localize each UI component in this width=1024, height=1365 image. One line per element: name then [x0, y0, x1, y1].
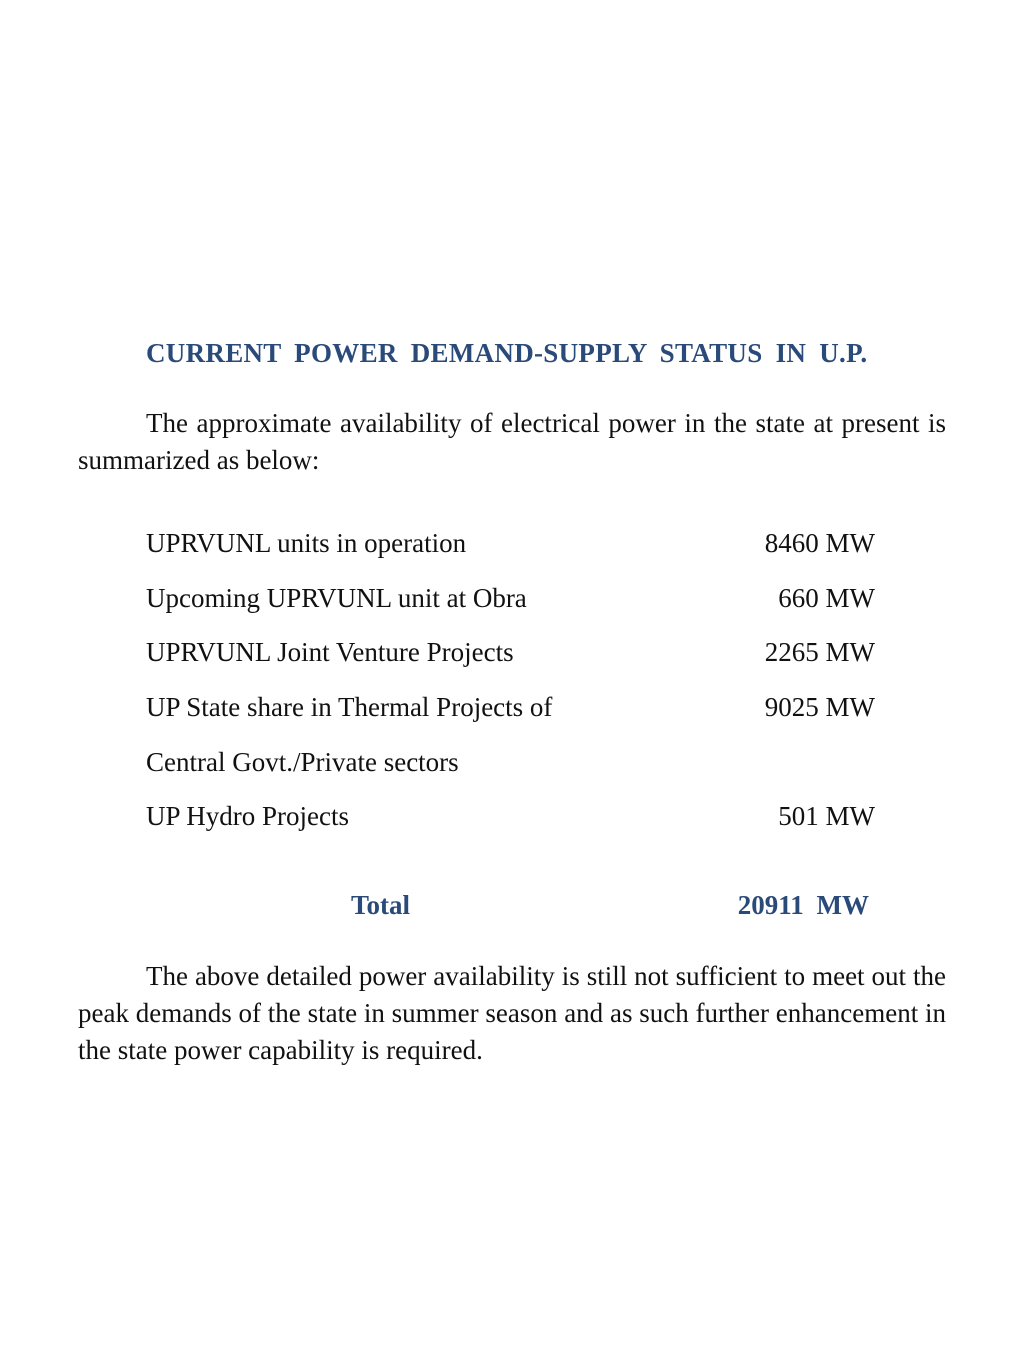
item-value: 8460 MW	[764, 528, 875, 558]
closing-paragraph: The above detailed power availability is still not sufficient to meet out the peak demands of the state in summer season and as such further enhancement in the state power capability is required.	[78, 961, 946, 1065]
item-label: UP State share in Thermal Projects of	[146, 692, 553, 722]
total-value: 20911 MW	[737, 890, 869, 920]
item-value: 2265 MW	[764, 637, 875, 667]
item-label: Upcoming UPRVUNL unit at Obra	[146, 583, 527, 613]
item-value: 660 MW	[778, 583, 875, 613]
intro-paragraph: The approximate availability of electrical power in the state at present is summarized as below:	[78, 408, 946, 475]
item-label: UP Hydro Projects	[146, 801, 349, 831]
total-label: Total	[351, 890, 411, 920]
item-value: 9025 MW	[764, 692, 875, 722]
item-label: UPRVUNL units in operation	[146, 528, 467, 558]
item-label: Central Govt./Private sectors	[146, 747, 459, 777]
item-value: 501 MW	[778, 801, 875, 831]
item-label: UPRVUNL Joint Venture Projects	[146, 637, 514, 667]
page-title: CURRENT POWER DEMAND-SUPPLY STATUS IN U.P.	[146, 338, 868, 368]
